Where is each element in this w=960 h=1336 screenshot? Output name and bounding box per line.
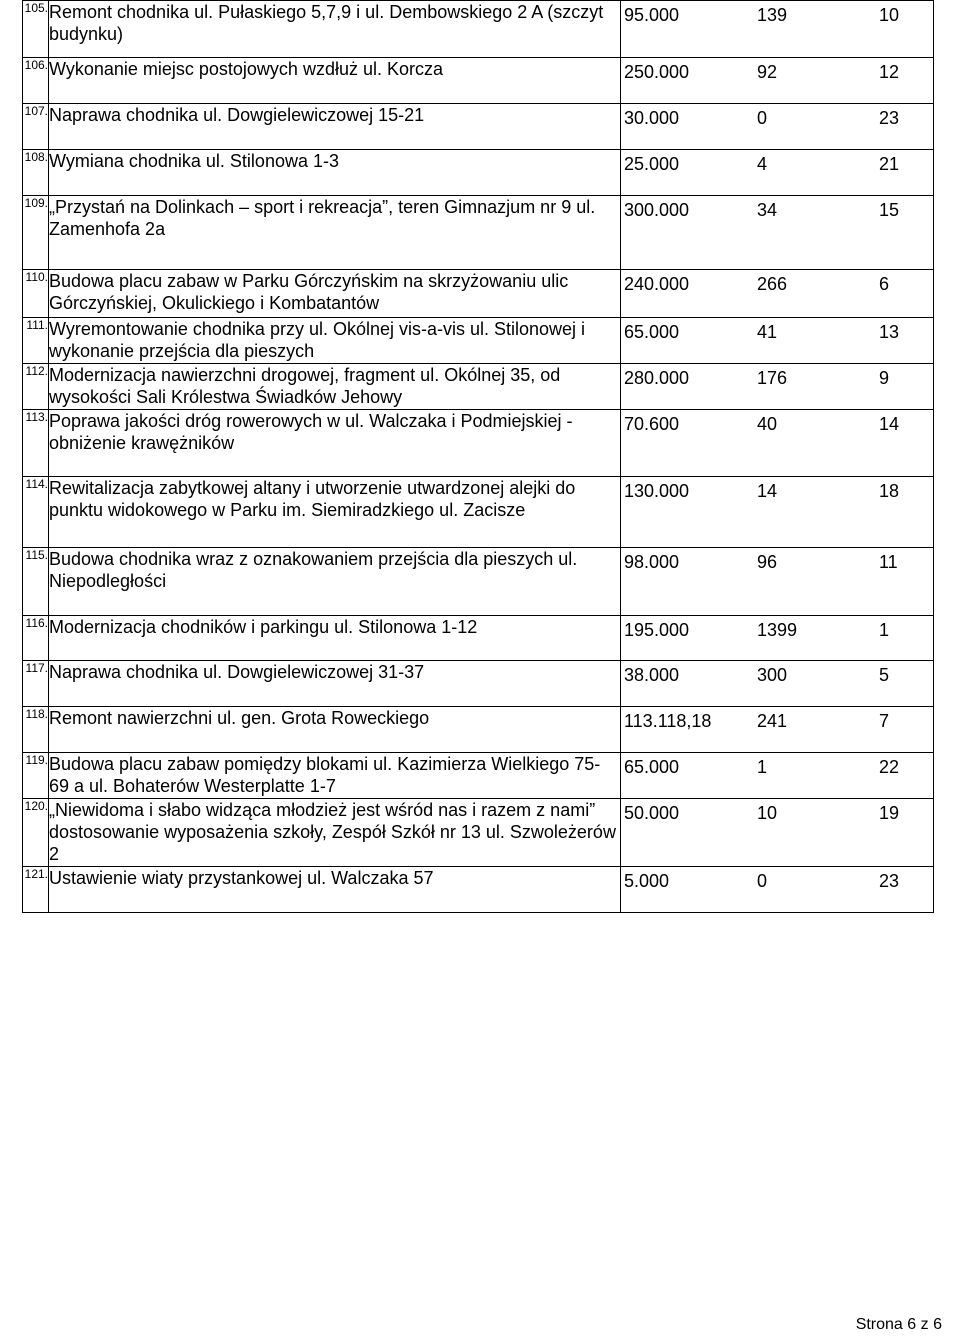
- project-description: Naprawa chodnika ul. Dowgielewiczowej 31-37: [49, 661, 621, 707]
- table-row: [23, 548, 934, 616]
- projects-table: [22, 0, 934, 913]
- table-row: [23, 661, 934, 707]
- value-cell: [621, 150, 934, 196]
- table-row: [23, 270, 934, 318]
- table-row: [23, 104, 934, 150]
- count-b: 18: [879, 481, 900, 501]
- project-description: Remont nawierzchni ul. gen. Grota Roweckiego: [49, 707, 621, 753]
- table-row: [23, 318, 934, 364]
- project-description: „Przystań na Dolinkach – sport i rekreacja”, teren Gimnazjum nr 9 ul. Zamenhofa 2a: [49, 196, 621, 270]
- count-b: 10: [879, 5, 900, 25]
- row-number: 112.: [23, 364, 49, 410]
- amount: 130.000: [624, 481, 690, 501]
- count-a: 266: [757, 274, 788, 294]
- value-cell: [621, 707, 934, 753]
- count-b: 23: [879, 871, 900, 891]
- amount: 250.000: [624, 62, 690, 82]
- row-number: 121.: [23, 867, 49, 913]
- count-b: 23: [879, 108, 900, 128]
- row-number: 116.: [23, 616, 49, 661]
- count-b: 19: [879, 803, 900, 823]
- value-cell: [621, 867, 934, 913]
- count-a: 241: [757, 711, 788, 731]
- amount: 280.000: [624, 368, 690, 388]
- amount: 65.000: [624, 322, 680, 342]
- table-row: [23, 58, 934, 104]
- project-description: Rewitalizacja zabytkowej altany i utworzenie utwardzonej alejki do punktu widokowego w Parku im. Siemiradzkiego ul. Zacisze: [49, 477, 621, 548]
- count-b: 21: [879, 154, 900, 174]
- count-a: 41: [757, 322, 778, 342]
- count-b: 6: [879, 274, 890, 294]
- count-a: 300: [757, 665, 788, 685]
- count-a: 0: [757, 108, 768, 128]
- value-cell: [621, 104, 934, 150]
- table-row: [23, 867, 934, 913]
- total-pages-number: 6: [933, 1316, 942, 1333]
- value-cell: [621, 477, 934, 548]
- row-number: 120.: [23, 799, 49, 867]
- table-row: [23, 799, 934, 867]
- count-b: 11: [879, 552, 898, 572]
- value-cell: [621, 753, 934, 799]
- row-number: 110.: [23, 270, 49, 318]
- value-cell: [621, 364, 934, 410]
- value-cell: [621, 548, 934, 616]
- row-number: 108.: [23, 150, 49, 196]
- value-cell: [621, 616, 934, 661]
- project-description: Poprawa jakości dróg rowerowych w ul. Walczaka i Podmiejskiej - obniżenie krawężników: [49, 410, 621, 477]
- value-cell: [621, 1, 934, 58]
- count-b: 1: [879, 620, 890, 640]
- project-description: Remont chodnika ul. Pułaskiego 5,7,9 i ul. Dembowskiego 2 A (szczyt budynku): [49, 1, 621, 58]
- project-description: Ustawienie wiaty przystankowej ul. Walczaka 57: [49, 867, 621, 913]
- amount: 30.000: [624, 108, 680, 128]
- count-b: 9: [879, 368, 890, 388]
- amount: 65.000: [624, 757, 680, 777]
- amount: 98.000: [624, 552, 680, 572]
- count-b: 7: [879, 711, 890, 731]
- count-b: 15: [879, 200, 900, 220]
- count-b: 12: [879, 62, 900, 82]
- project-description: Modernizacja nawierzchni drogowej, fragment ul. Okólnej 35, od wysokości Sali Królestwa Świadków Jehowy: [49, 364, 621, 410]
- table-row: [23, 1, 934, 58]
- value-cell: [621, 58, 934, 104]
- count-a: 92: [757, 62, 778, 82]
- count-a: 0: [757, 871, 768, 891]
- table-row: [23, 150, 934, 196]
- row-number: 115.: [23, 548, 49, 616]
- table-row: [23, 410, 934, 477]
- amount: 70.600: [624, 414, 680, 434]
- value-cell: [621, 318, 934, 364]
- row-number: 113.: [23, 410, 49, 477]
- row-number: 107.: [23, 104, 49, 150]
- project-description: Modernizacja chodników i parkingu ul. Stilonowa 1-12: [49, 616, 621, 661]
- count-a: 4: [757, 154, 768, 174]
- count-a: 1399: [757, 620, 798, 640]
- value-cell: [621, 661, 934, 707]
- value-cell: [621, 799, 934, 867]
- count-a: 1: [757, 757, 768, 777]
- count-a: 34: [757, 200, 778, 220]
- amount: 113.118,18: [624, 711, 712, 731]
- table-row: [23, 707, 934, 753]
- project-description: „Niewidoma i słabo widząca młodzież jest wśród nas i razem z nami” dostosowanie wyposażenia szkoły, Zespół Szkół nr 13 ul. Szwoleżerów 2: [49, 799, 621, 867]
- row-number: 109.: [23, 196, 49, 270]
- value-cell: [621, 196, 934, 270]
- amount: 300.000: [624, 200, 690, 220]
- page-footer: [856, 1316, 942, 1334]
- project-description: Budowa placu zabaw pomiędzy blokami ul. Kazimierza Wielkiego 75-69 a ul. Bohaterów Westerplatte 1-7: [49, 753, 621, 799]
- count-a: 96: [757, 552, 778, 572]
- row-number: 118.: [23, 707, 49, 753]
- current-page-number: 6: [907, 1316, 917, 1333]
- row-number: 105.: [23, 1, 49, 58]
- count-b: 13: [879, 322, 900, 342]
- amount: 95.000: [624, 5, 680, 25]
- count-b: 14: [879, 414, 900, 434]
- amount: 38.000: [624, 665, 680, 685]
- amount: 50.000: [624, 803, 680, 823]
- value-cell: [621, 270, 934, 318]
- project-description: Budowa chodnika wraz z oznakowaniem przejścia dla pieszych ul. Niepodległości: [49, 548, 621, 616]
- page-label: Strona: [855, 1316, 903, 1333]
- table-row: [23, 364, 934, 410]
- table-row: [23, 196, 934, 270]
- count-a: 139: [757, 5, 788, 25]
- row-number: 114.: [23, 477, 49, 548]
- amount: 195.000: [624, 620, 690, 640]
- row-number: 111.: [23, 318, 49, 364]
- table-row: [23, 753, 934, 799]
- project-description: Wyremontowanie chodnika przy ul. Okólnej vis-a-vis ul. Stilonowej i wykonanie przejścia dla pieszych: [49, 318, 621, 364]
- count-b: 5: [879, 665, 890, 685]
- row-number: 117.: [23, 661, 49, 707]
- count-a: 40: [757, 414, 778, 434]
- count-a: 14: [757, 481, 778, 501]
- table-row: [23, 477, 934, 548]
- table-row: [23, 616, 934, 661]
- amount: 240.000: [624, 274, 690, 294]
- amount: 5.000: [624, 871, 670, 891]
- project-description: Wykonanie miejsc postojowych wzdłuż ul. Korcza: [49, 58, 621, 104]
- count-a: 176: [757, 368, 788, 388]
- project-description: Wymiana chodnika ul. Stilonowa 1-3: [49, 150, 621, 196]
- row-number: 119.: [23, 753, 49, 799]
- count-a: 10: [757, 803, 778, 823]
- count-b: 22: [879, 757, 900, 777]
- row-number: 106.: [23, 58, 49, 104]
- project-description: Budowa placu zabaw w Parku Górczyńskim na skrzyżowaniu ulic Górczyńskiej, Okulickiego i Kombatantów: [49, 270, 621, 318]
- page-separator: z: [920, 1316, 929, 1333]
- value-cell: [621, 410, 934, 477]
- amount: 25.000: [624, 154, 680, 174]
- project-description: Naprawa chodnika ul. Dowgielewiczowej 15-21: [49, 104, 621, 150]
